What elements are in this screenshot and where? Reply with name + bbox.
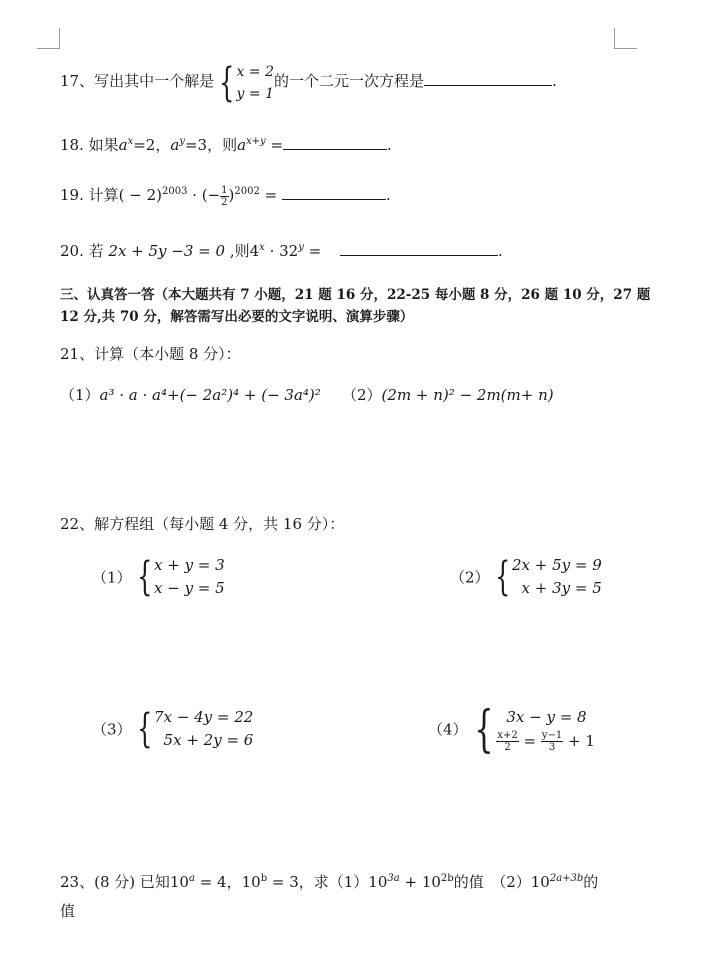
q19-prefix: 19. 计算 [60, 186, 119, 204]
q22-title: 22、解方程组（每小题 4 分，共 16 分）： [60, 515, 345, 533]
q18-period: . [387, 136, 392, 154]
q20-prefix: 20. 若 [60, 242, 109, 260]
q19-dot: · (− [187, 186, 221, 204]
q22-p4-eq2 [496, 729, 595, 754]
q23-exp2: b [260, 873, 268, 884]
q22-p4-frac1-den: 2 [504, 742, 511, 754]
q23-exp1: a [188, 873, 195, 884]
q22-p4-eq1: 3x − y = 8 [506, 707, 587, 726]
q22-p1-label: （1） [92, 568, 132, 587]
q17-period: . [552, 72, 557, 90]
q18-equals: = [265, 136, 284, 154]
q19-base: ( − 2) [118, 186, 162, 204]
q23-text1: = 4， [194, 873, 242, 891]
q23-text2: = 3，求（1） [267, 873, 369, 891]
q19-fraction [220, 185, 228, 208]
q22-p1-eq2: x − y = 5 [154, 579, 225, 597]
q22-part1 [92, 554, 225, 600]
q20-exp-x: x [259, 242, 265, 253]
q22-p3-label: （3） [92, 720, 132, 739]
q17-eq2: y = 1 [236, 86, 274, 102]
q23-base4: 10 [421, 873, 441, 891]
left-brace-icon: { [219, 60, 235, 106]
q23-exp5: 2a+3b [549, 873, 584, 884]
crop-mark-left [37, 28, 60, 49]
q17-answer-blank[interactable] [424, 69, 552, 86]
q22-p2-eq1: 2x + 5y = 9 [512, 556, 602, 574]
q22-p3-eq1: 7x − 4y = 22 [154, 708, 254, 726]
q23-exp4: 2b [440, 873, 454, 884]
q22-p1-eq1: x + y = 3 [154, 556, 225, 574]
q17-suffix: 的一个二元一次方程是 [274, 72, 425, 90]
q22-p4-equals: = [518, 731, 541, 750]
q20-answer-blank[interactable] [340, 239, 498, 256]
q23-base2: 10 [241, 873, 261, 891]
q21-part1 [60, 382, 321, 408]
q20-base4: 4 [249, 242, 260, 260]
q19-answer-blank[interactable] [282, 183, 386, 200]
q23-text4: 的 [583, 873, 599, 891]
q19-equals: = [259, 186, 282, 204]
left-brace-icon: { [136, 554, 152, 600]
question-17 [60, 58, 557, 104]
q17-eq1: x = 2 [236, 64, 274, 80]
q22-p4-frac1-num: x+2 [497, 730, 518, 742]
q18-answer-blank[interactable] [283, 133, 387, 150]
q18-var-a: a [118, 136, 128, 154]
q18-var-a2: a [170, 136, 180, 154]
q23-text3: 的值 （2） [453, 873, 531, 891]
q18-exp-xy: x+y [246, 136, 266, 147]
q20-period: . [497, 242, 503, 260]
question-18 [60, 130, 392, 157]
q20-base32: · 32 [264, 242, 299, 260]
q20-condition: 2x + 5y −3 = 0 [108, 242, 226, 260]
q22-p4-plus-one: + 1 [563, 731, 595, 750]
q22-p3-eq2: 5x + 2y = 6 [163, 731, 254, 749]
left-brace-icon: { [494, 554, 510, 600]
q21-part2 [342, 382, 554, 408]
left-brace-icon: { [473, 700, 493, 758]
q20-then: ,则 [225, 242, 250, 260]
crop-mark-right [614, 28, 637, 49]
q18-exp-x: x [127, 136, 134, 147]
q19-exp1: 2003 [161, 186, 188, 197]
q23-base3: 10 [368, 873, 388, 891]
q21-p2-label: （2） [342, 386, 382, 404]
q23-base1: 10 [169, 873, 189, 891]
q22-part2 [450, 554, 602, 600]
q23-exp3: 3a [387, 873, 400, 884]
q23-base5: 10 [530, 873, 550, 891]
q22-p2-eq2: x + 3y = 5 [521, 579, 602, 597]
q22-p4-label: （4） [428, 720, 468, 739]
q23-plus: + [399, 873, 422, 891]
q22-p4-frac2-den: 3 [548, 742, 556, 754]
section3-header-line1: 三、认真答一答（本大题共有 7 小题，21 题 16 分，22-25 每小题 8 分，26 题 10 分，27 题 [60, 287, 651, 303]
question-23 [60, 866, 598, 895]
q18-prefix: 18. 如果 [60, 136, 119, 154]
q18-exp-y: y [179, 136, 185, 147]
q22-p4-frac2 [541, 730, 563, 753]
q21-p1-label: （1） [60, 386, 100, 404]
left-brace-icon: { [136, 706, 152, 752]
q21-p2-expression: (2m + n)² − 2m(m+ n) [381, 386, 554, 404]
q23-prefix: 23、(8 分) 已知 [60, 873, 170, 891]
q21-p1-expression: a³ · a · a⁴+(− 2a²)⁴ + (− 3a⁴)² [99, 386, 321, 404]
q19-close: ) [228, 186, 235, 204]
q18-text2: =3，则 [184, 136, 238, 154]
section3-header-line2: 12 分,共 70 分，解答需写出必要的文字说明、演算步骤） [60, 309, 414, 325]
q18-var-a3: a [237, 136, 247, 154]
q22-p4-frac2-num: y−1 [541, 730, 563, 742]
q22-part4 [428, 700, 595, 758]
q22-part3 [92, 706, 253, 752]
q19-frac-den: 2 [221, 196, 228, 208]
q18-text1: =2， [133, 136, 171, 154]
q19-period: . [385, 186, 391, 204]
question-20 [60, 234, 503, 265]
q21-title: 21、计算（本小题 8 分）： [60, 345, 241, 363]
q20-exp-y: y [298, 242, 304, 253]
q22-p4-frac1 [496, 730, 518, 753]
q23-line2: 值 [60, 902, 76, 920]
question-19 [60, 176, 391, 211]
q20-equals: = [303, 242, 326, 260]
q22-p2-label: （2） [450, 568, 490, 587]
q19-frac-num: 1 [221, 184, 228, 196]
q17-system [214, 59, 274, 105]
q17-prefix: 17、写出其中一个解是 [60, 72, 215, 90]
q19-exp2: 2002 [234, 186, 260, 197]
